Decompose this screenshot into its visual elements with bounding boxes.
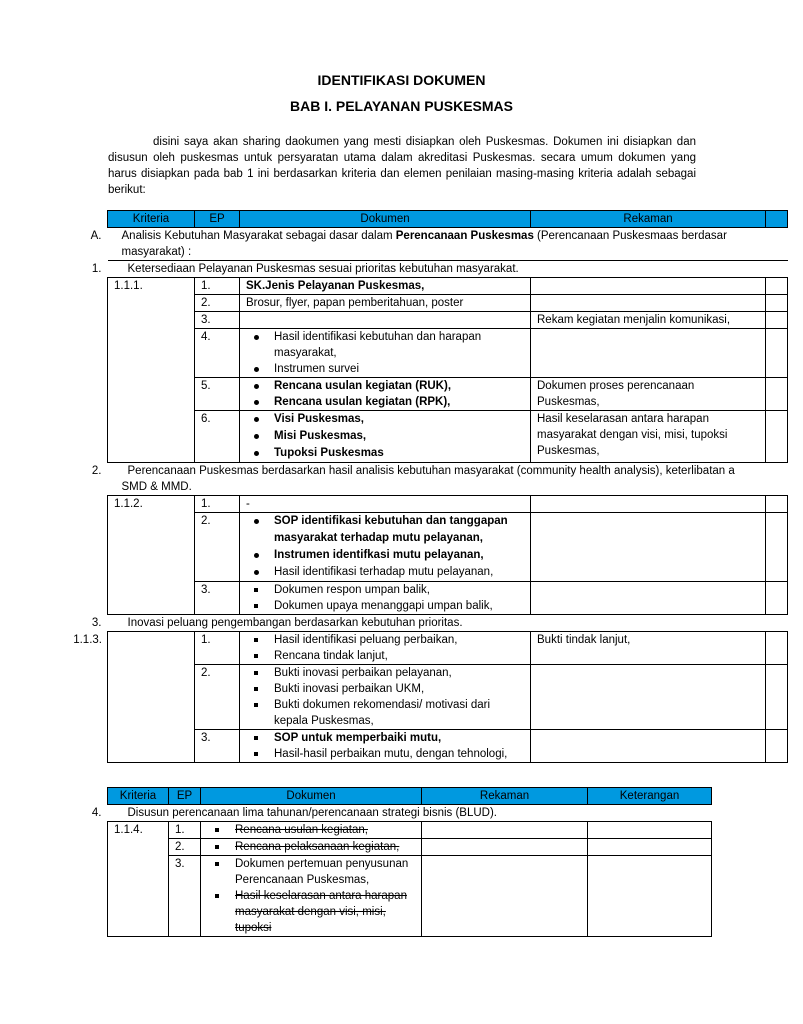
keterangan-cell xyxy=(766,278,788,295)
list-item: Misi Puskesmas, xyxy=(246,428,524,445)
list-item: Bukti inovasi perbaikan pelayanan, xyxy=(246,665,524,681)
ep-cell: 2. xyxy=(195,665,240,730)
rekaman-cell: Rekam kegiatan menjalin komunikasi, xyxy=(531,312,766,329)
dokumen-list xyxy=(246,329,524,377)
dokumen-cell xyxy=(240,665,531,730)
dokumen-cell xyxy=(240,632,531,665)
table-row xyxy=(108,730,788,763)
ep-cell: 3. xyxy=(195,730,240,763)
list-item: Bukti dokumen rekomendasi/ motivasi dari kepala Puskesmas, xyxy=(246,697,524,729)
kriteria-cell: 1.1.4. xyxy=(108,822,169,937)
keterangan-cell xyxy=(766,496,788,513)
rekaman-cell xyxy=(422,839,588,856)
list-item: SOP identifikasi kebutuhan dan tanggapan masyarakat terhadap mutu pelayanan, xyxy=(246,513,524,547)
section-4-row xyxy=(108,805,712,822)
dokumen-cell xyxy=(240,513,531,582)
list-item: Rencana pelaksanaan kegiatan, xyxy=(207,839,415,855)
section-3-row xyxy=(108,615,788,632)
section-2-number: 2. xyxy=(91,465,102,477)
kriteria-cell: 1.1.2. xyxy=(108,496,195,615)
dokumen-cell xyxy=(201,839,422,856)
dokumen-cell xyxy=(240,730,531,763)
list-item: Bukti inovasi perbaikan UKM, xyxy=(246,681,524,697)
table-row xyxy=(108,513,788,582)
rekaman-cell xyxy=(531,582,766,615)
table-row xyxy=(108,839,712,856)
dokumen-cell xyxy=(240,312,531,329)
header-keterangan: Keterangan xyxy=(588,788,712,805)
document-subtitle: BAB I. PELAYANAN PUSKESMAS xyxy=(289,98,513,114)
list-item: Rencana usulan kegiatan (RUK), xyxy=(246,378,524,394)
list-item: Rencana usulan kegiatan (RPK), xyxy=(246,394,524,410)
header-keterangan-cut xyxy=(766,211,788,228)
section-3-title: Inovasi peluang pengembangan berdasarkan kebutuhan prioritas. xyxy=(127,617,463,629)
list-item: Dokumen upaya menanggapi umpan balik, xyxy=(246,598,524,614)
dokumen-list xyxy=(246,513,524,581)
dokumen-list xyxy=(246,632,524,664)
list-item: Dokumen pertemuan penyusunan Perencanaan Puskesmas, xyxy=(207,856,415,888)
ep-cell: 2. xyxy=(169,839,201,856)
section-1-number: 1. xyxy=(91,263,102,275)
table-row xyxy=(108,665,788,730)
intro-paragraph: disini saya akan sharing daokumen yang mesti disiapkan oleh Puskesmas. Dokumen ini disiapkan dan disusun oleh puskesmas untuk persyaratan utama dalam akreditasi Puskesmas. secara umum dokumen yang harus disiapkan pada bab 1 ini berdasarkan kriteria dan elemen penilaian masing-masing kriteria adalah sebagai berikut: xyxy=(108,136,696,196)
rekaman-cell xyxy=(531,295,766,312)
criteria-table-1 xyxy=(73,210,788,763)
list-item: Rencana usulan kegiatan, xyxy=(207,822,415,838)
dokumen-cell xyxy=(240,411,531,463)
ep-cell: 6. xyxy=(195,411,240,463)
ep-cell: 2. xyxy=(195,513,240,582)
list-item: Rencana tindak lanjut, xyxy=(246,648,524,664)
list-item: Visi Puskesmas, xyxy=(246,411,524,428)
keterangan-cell xyxy=(766,378,788,411)
header-ep: EP xyxy=(169,788,201,805)
keterangan-cell xyxy=(766,513,788,582)
list-item: Instrumen survei xyxy=(246,361,524,377)
table-row xyxy=(108,278,788,295)
section-4-number: 4. xyxy=(91,807,102,819)
dokumen-list xyxy=(207,839,415,855)
table-row xyxy=(108,822,712,839)
rekaman-cell xyxy=(531,730,766,763)
table-row xyxy=(108,295,788,312)
section-2-title: Perencanaan Puskesmas berdasarkan hasil analisis kebutuhan masyarakat (community health analysis), keterlibatan a SMD & MMD. xyxy=(121,465,735,493)
header-kriteria: Kriteria xyxy=(108,788,169,805)
dokumen-cell: - xyxy=(240,496,531,513)
section-a-text: Analisis Kebutuhan Masyarakat sebagai dasar dalam Perencanaan Puskesmas (Perencanaan Puskesmaas berdasar masyarakat) : xyxy=(121,230,727,258)
ep-cell: 3. xyxy=(195,312,240,329)
section-a-row xyxy=(108,228,788,261)
header-rekaman: Rekaman xyxy=(422,788,588,805)
table-row xyxy=(108,411,788,463)
dokumen-cell: Brosur, flyer, papan pemberitahuan, poster xyxy=(240,295,531,312)
dokumen-cell xyxy=(240,378,531,411)
dokumen-list xyxy=(207,856,415,936)
table-row xyxy=(108,632,788,665)
ep-cell: 2. xyxy=(195,295,240,312)
keterangan-cell xyxy=(766,312,788,329)
section-1-title: Ketersediaan Pelayanan Puskesmas sesuai prioritas kebutuhan masyarakat. xyxy=(127,263,519,275)
rekaman-cell xyxy=(422,856,588,937)
dokumen-cell xyxy=(240,329,531,378)
rekaman-cell xyxy=(531,665,766,730)
ep-cell: 5. xyxy=(195,378,240,411)
dokumen-list xyxy=(207,822,415,838)
table-header-row xyxy=(108,788,712,805)
table-row xyxy=(108,312,788,329)
header-kriteria: Kriteria xyxy=(108,211,195,228)
list-item: Hasil identifikasi kebutuhan dan harapan masyarakat, xyxy=(246,329,524,361)
ep-cell: 3. xyxy=(169,856,201,937)
keterangan-cell xyxy=(766,295,788,312)
keterangan-cell xyxy=(766,665,788,730)
list-item: Hasil identifikasi peluang perbaikan, xyxy=(246,632,524,648)
header-dokumen: Dokumen xyxy=(240,211,531,228)
rekaman-cell xyxy=(531,278,766,295)
keterangan-cell xyxy=(766,730,788,763)
table-row xyxy=(108,496,788,513)
header-dokumen: Dokumen xyxy=(201,788,422,805)
dokumen-cell xyxy=(201,856,422,937)
section-a-number: A. xyxy=(90,230,102,242)
section-1-row xyxy=(108,261,788,278)
ep-cell: 1. xyxy=(169,822,201,839)
keterangan-cell xyxy=(766,632,788,665)
rekaman-cell: Bukti tindak lanjut, xyxy=(531,632,766,665)
table-row xyxy=(108,582,788,615)
table-header-row xyxy=(108,211,788,228)
ep-cell: 1. xyxy=(195,278,240,295)
ep-cell: 1. xyxy=(195,632,240,665)
dokumen-list xyxy=(246,730,524,762)
section-2-row xyxy=(108,463,788,496)
dokumen-cell xyxy=(240,582,531,615)
rekaman-cell: Hasil keselarasan antara harapan masyarakat dengan visi, misi, tupoksi Puskesmas, xyxy=(531,411,766,463)
keterangan-cell xyxy=(588,822,712,839)
list-item: Tupoksi Puskesmas xyxy=(246,445,524,462)
kriteria-cell: 1.1.3. xyxy=(108,632,195,763)
keterangan-cell xyxy=(588,839,712,856)
list-item: Hasil identifikasi terhadap mutu pelayanan, xyxy=(246,564,524,581)
list-item: Instrumen identifkasi mutu pelayanan, xyxy=(246,547,524,564)
keterangan-cell xyxy=(766,582,788,615)
header-rekaman: Rekaman xyxy=(531,211,766,228)
dokumen-cell: SK.Jenis Pelayanan Puskesmas, xyxy=(240,278,531,295)
dokumen-list xyxy=(246,411,524,462)
rekaman-cell xyxy=(422,822,588,839)
list-item: Hasil-hasil perbaikan mutu, dengan tehnologi, xyxy=(246,746,524,762)
keterangan-cell xyxy=(766,411,788,463)
header-ep: EP xyxy=(195,211,240,228)
keterangan-cell xyxy=(766,329,788,378)
section-3-number: 3. xyxy=(91,617,102,629)
document-title: IDENTIFIKASI DOKUMEN xyxy=(317,72,486,88)
dokumen-cell xyxy=(201,822,422,839)
list-item: SOP untuk memperbaiki mutu, xyxy=(246,730,524,746)
ep-cell: 4. xyxy=(195,329,240,378)
table-row xyxy=(108,856,712,937)
rekaman-cell: Dokumen proses perencanaan Puskesmas, xyxy=(531,378,766,411)
list-item: Hasil keselarasan antara harapan masyarakat dengan visi, misi, tupoksi xyxy=(207,888,415,936)
dokumen-list xyxy=(246,582,524,614)
table-row xyxy=(108,378,788,411)
keterangan-cell xyxy=(588,856,712,937)
ep-cell: 1. xyxy=(195,496,240,513)
dokumen-list xyxy=(246,665,524,729)
kriteria-cell: 1.1.1. xyxy=(108,278,195,463)
dokumen-list xyxy=(246,378,524,410)
section-4-title: Disusun perencanaan lima tahunan/perencanaan strategi bisnis (BLUD). xyxy=(127,807,497,819)
rekaman-cell xyxy=(531,513,766,582)
criteria-table-2 xyxy=(91,787,712,937)
table-row xyxy=(108,329,788,378)
rekaman-cell xyxy=(531,329,766,378)
rekaman-cell xyxy=(531,496,766,513)
ep-cell: 3. xyxy=(195,582,240,615)
list-item: Dokumen respon umpan balik, xyxy=(246,582,524,598)
